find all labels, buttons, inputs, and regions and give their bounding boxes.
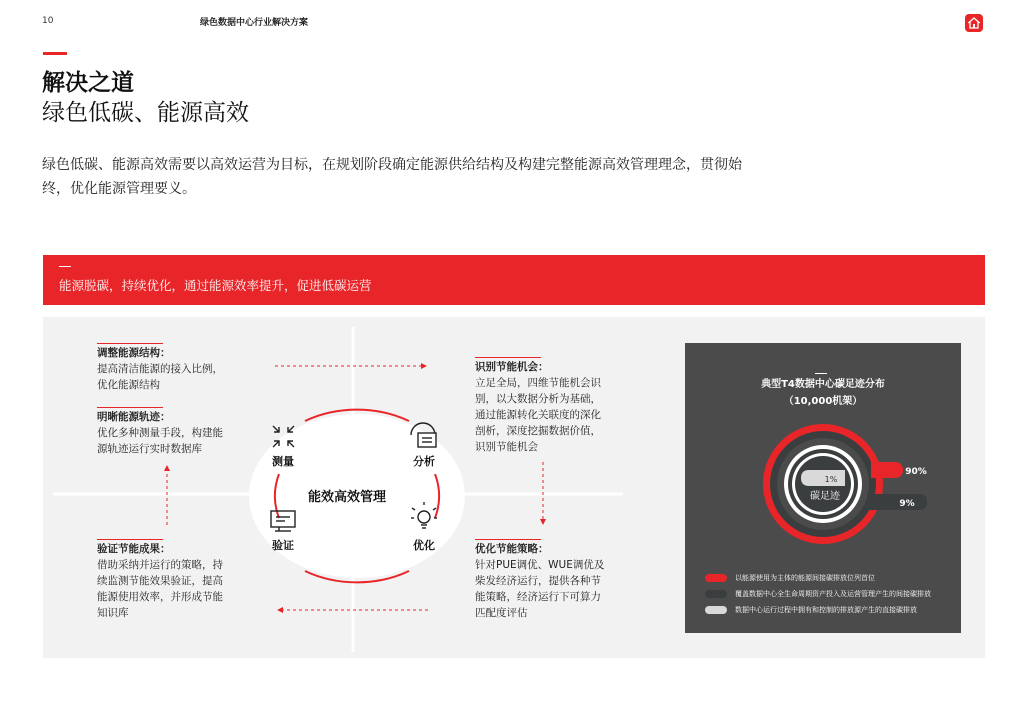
block-title: 验证节能成果： (97, 543, 171, 555)
section-banner (43, 255, 985, 305)
block-line: 针对PUE调优、WUE调优及 (475, 559, 605, 571)
block-clarify-trajectory (97, 407, 223, 457)
value-label-1: 1% (824, 475, 838, 484)
block-underline (475, 357, 541, 358)
legend-label: 以能源使用为主体的能源间接碳排放位列首位 (735, 574, 875, 582)
legend-swatch (705, 590, 727, 598)
block-line: 立足全局，四维节能机会识 (475, 377, 601, 389)
block-underline (97, 407, 163, 408)
block-underline (97, 343, 163, 344)
block-title: 识别节能机会： (475, 361, 549, 373)
block-line: 通过能源转化关联度的深化 (475, 409, 601, 421)
legend-swatch (705, 574, 727, 582)
chart-subtitle: （10,000机架） (783, 396, 863, 407)
block-verify-results (97, 539, 223, 621)
block-title: 明晰能源轨迹： (97, 411, 171, 423)
block-line: 剖析，深度挖掘数据价值， (475, 425, 601, 437)
block-line: 匹配度评估 (475, 607, 528, 619)
center-label: 能效高效管理 (308, 490, 387, 505)
block-line: 柴发经济运行，提供各种节 (475, 575, 601, 587)
block-adjust-structure (97, 343, 223, 393)
slice-1-tab (801, 470, 845, 486)
slice-9-tab (867, 494, 927, 510)
block-line: 提高清洁能源的接入比例， (97, 363, 223, 375)
title-accent-line (43, 52, 67, 55)
block-line: 识别节能机会 (475, 441, 538, 453)
page-title: 解决之道 (42, 70, 134, 96)
home-button[interactable] (965, 14, 983, 32)
document-title: 绿色数据中心行业解决方案 (200, 18, 309, 28)
banner-text: 能源脱碳，持续优化，通过能源效率提升，促进低碳运营 (59, 278, 372, 293)
legend-swatch (705, 606, 727, 614)
legend-label: 覆盖数据中心全生命周期资产投入及运营管理产生的间接碳排放 (735, 590, 931, 598)
block-underline (475, 539, 541, 540)
node-verify-label: 验证 (272, 539, 294, 552)
legend-item-indirect-energy (705, 573, 875, 583)
block-identify-opportunity (475, 357, 601, 455)
banner-dash (59, 266, 71, 267)
home-icon (968, 17, 980, 29)
slice-90-tab (871, 462, 903, 478)
value-label-90: 90% (905, 467, 927, 477)
block-title: 优化节能策略： (475, 543, 549, 555)
block-line: 借助采纳并运行的策略，持 (97, 559, 223, 571)
block-title: 调整能源结构： (97, 347, 171, 359)
block-line: 续监测节能效果验证，提高 (97, 575, 223, 587)
block-line: 优化能源结构 (97, 379, 160, 391)
block-line: 能策略，经济运行下可算力 (475, 591, 601, 603)
node-analyze-label: 分析 (413, 455, 435, 468)
legend-item-direct (705, 605, 917, 615)
legend-item-lifecycle (705, 589, 931, 599)
block-line: 源轨迹运行实时数据库 (97, 443, 202, 455)
block-underline (97, 539, 163, 540)
block-optimize-strategy (475, 539, 604, 621)
block-line: 别，以大数据分析为基础， (475, 393, 601, 405)
chart-title: 典型T4数据中心碳足迹分布 (761, 379, 885, 390)
intro-paragraph: 绿色低碳、能源高效需要以高效运营为目标，在规划阶段确定能源供给结构及构建完整能源高效管理理念，贯彻始终，优化能源管理要义。 (42, 157, 742, 197)
page-subtitle: 绿色低碳、能源高效 (42, 100, 249, 126)
legend-label: 数据中心运行过程中拥有和控制的排放源产生的直接碳排放 (735, 606, 917, 614)
page-number: 10 (42, 16, 54, 26)
value-label-9: 9% (899, 499, 915, 509)
block-line: 知识库 (97, 607, 129, 619)
donut-center-label: 碳足迹 (810, 491, 840, 502)
node-optimize-label: 优化 (413, 539, 435, 552)
node-measure-label: 测量 (272, 455, 294, 468)
carbon-footprint-chart (685, 343, 961, 633)
block-line: 优化多种测量手段，构建能 (97, 427, 223, 439)
block-line: 能源使用效率，并形成节能 (97, 591, 223, 603)
